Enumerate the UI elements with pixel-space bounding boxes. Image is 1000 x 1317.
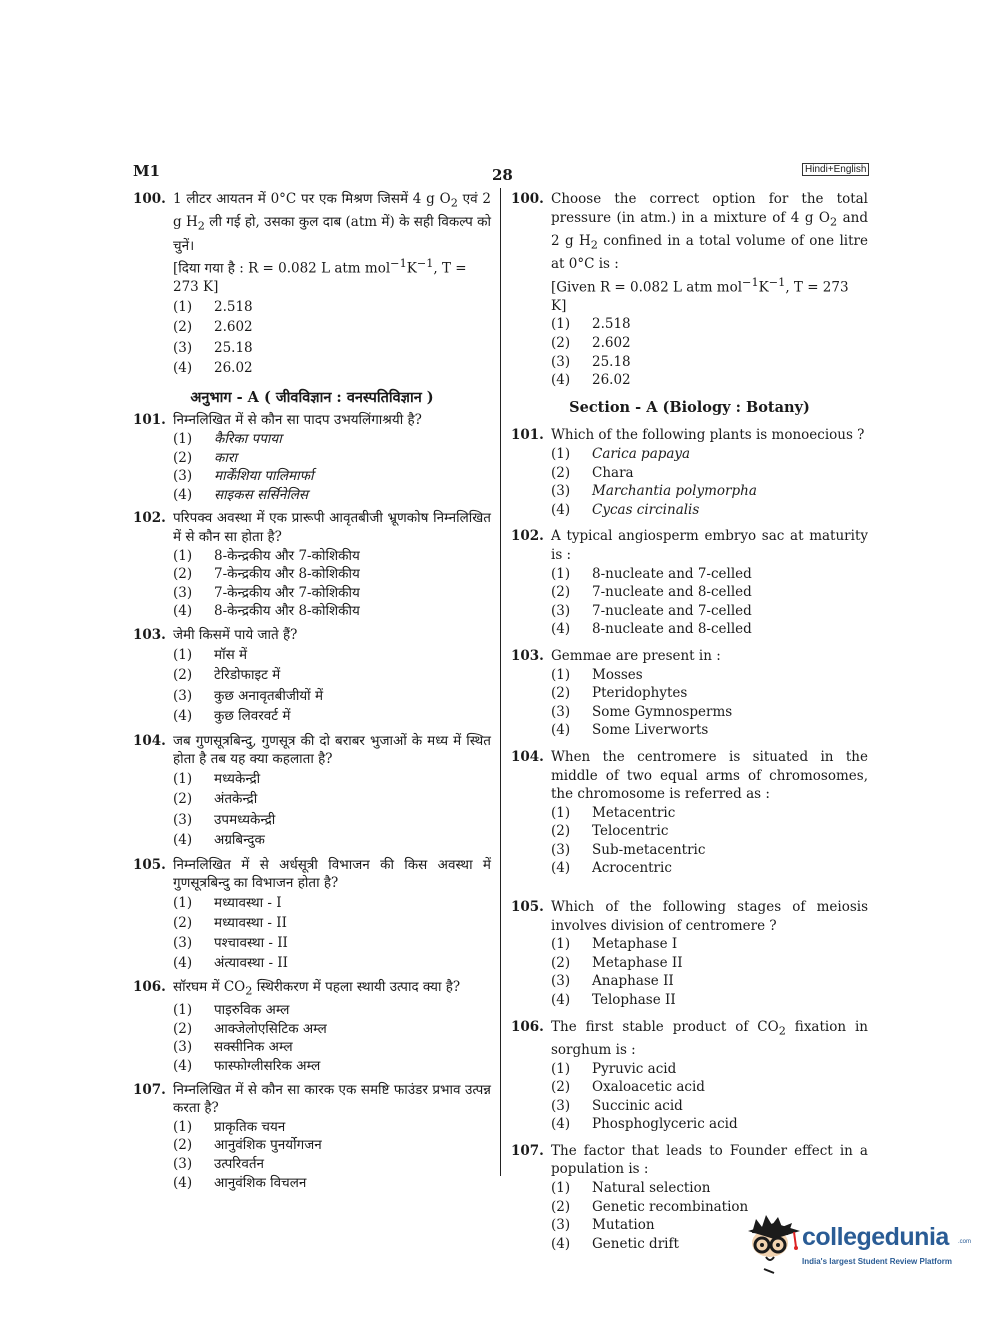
- option-label: (3): [551, 1217, 571, 1234]
- question-101-hi: [133, 411, 491, 504]
- option-3: [551, 353, 868, 372]
- option-1: [173, 893, 491, 913]
- option-text: मध्यावस्था - II: [214, 914, 287, 931]
- question-text: परिपक्व अवस्था में एक प्रारूपी आवृतबीजी भ्रूणकोष निम्नलिखित में से कौन सा होता है?: [173, 510, 491, 545]
- option-text: टेरिडोफाइट में: [214, 667, 281, 684]
- option-label: (1): [551, 316, 571, 333]
- logo-tagline: India's largest Student Review Platform: [802, 1257, 952, 1266]
- option-label: (1): [551, 936, 571, 953]
- option-2: [173, 913, 491, 933]
- given-note: [Given R = 0.082 L atm $mol^{-1}K^{-1}$, T = 273 K]: [551, 275, 849, 314]
- question-106-hi: [133, 978, 491, 1076]
- option-label: (4): [173, 1174, 193, 1191]
- option-label: (2): [173, 914, 193, 931]
- options-list: [173, 769, 491, 851]
- question-number: 107.: [133, 1081, 166, 1098]
- question-number: 101.: [511, 427, 544, 444]
- question-100-hi: [133, 190, 491, 379]
- question-text: जेमी किसमें पाये जाते हैं?: [173, 626, 298, 643]
- option-4: [173, 706, 491, 727]
- option-2: [173, 665, 491, 686]
- option-label: (4): [551, 992, 571, 1009]
- question-100-en: [511, 190, 868, 390]
- options-list: [173, 645, 491, 727]
- question-number: 102.: [133, 510, 166, 527]
- option-4: [173, 358, 491, 379]
- option-label: (4): [551, 722, 571, 739]
- option-text: Chara: [592, 464, 634, 481]
- option-label: (2): [551, 823, 571, 840]
- option-3: [173, 810, 491, 831]
- option-label: (3): [173, 934, 193, 951]
- question-text: निम्नलिखित में से कौन सा कारक एक समष्टि फाउंडर प्रभाव उत्पन्न करता है?: [173, 1081, 491, 1117]
- option-1: [551, 315, 868, 334]
- option-text: Sub-metacentric: [592, 841, 706, 858]
- question-text: सॉरघम में $CO_2$ स्थिरीकरण में पहला स्थायी उत्पाद क्या है?: [173, 978, 461, 998]
- option-label: (3): [173, 468, 193, 485]
- option-label: (3): [173, 811, 193, 828]
- option-text: 2.518: [592, 316, 631, 333]
- question-number: 105.: [511, 899, 544, 916]
- language-badge: Hindi+English: [802, 163, 869, 176]
- option-2: [551, 954, 868, 973]
- option-text: कुछ अनावृतबीजीयों में: [214, 687, 324, 704]
- option-label: (2): [551, 464, 571, 481]
- option-label: (2): [551, 584, 571, 601]
- option-2: [551, 684, 868, 703]
- option-text: Genetic drift: [592, 1235, 679, 1252]
- option-text: 8-nucleate and 8-celled: [592, 621, 752, 638]
- option-1: [173, 547, 491, 566]
- question-102-en: [511, 527, 868, 639]
- option-1: [173, 1001, 491, 1020]
- option-label: (4): [551, 1116, 571, 1133]
- option-4: [551, 991, 868, 1010]
- question-101-en: [511, 426, 868, 519]
- option-label: (1): [551, 666, 571, 683]
- option-2: [551, 822, 868, 841]
- options-list: [551, 565, 868, 639]
- option-text: साइकस सर्सिनेलिस: [214, 486, 309, 503]
- question-text: निम्नलिखित में से अर्धसूत्री विभाजन की किस अवस्था में गुणसूत्रबिन्दु का विभाजन होता है?: [173, 856, 491, 892]
- option-3: [551, 703, 868, 722]
- option-label: (3): [551, 353, 571, 370]
- question-text: Which of the following stages of meiosis involves division of centromere ?: [551, 899, 868, 934]
- option-label: (4): [551, 372, 571, 389]
- option-label: (4): [551, 860, 571, 877]
- option-1: [173, 645, 491, 666]
- option-text: Carica papaya: [592, 446, 691, 462]
- option-1: [173, 430, 491, 449]
- option-4: [551, 371, 868, 390]
- collegedunia-logo[interactable]: [744, 1213, 972, 1283]
- option-text: Cycas circinalis: [592, 501, 700, 518]
- option-text: Genetic recombination: [592, 1198, 749, 1215]
- question-103-en: [511, 647, 868, 740]
- option-3: [173, 1038, 491, 1057]
- option-3: [551, 482, 868, 501]
- question-number: 107.: [511, 1142, 544, 1159]
- options-list: [551, 445, 868, 519]
- option-text: आनुवंशिक विचलन: [214, 1174, 307, 1191]
- option-text: Telocentric: [592, 823, 669, 840]
- option-2: [173, 565, 491, 584]
- option-label: (1): [173, 1118, 193, 1135]
- option-label: (3): [551, 841, 571, 858]
- option-text: 25.18: [214, 339, 253, 356]
- option-3: [173, 338, 491, 359]
- option-text: Marchantia polymorpha: [592, 483, 757, 500]
- option-2: [173, 1136, 491, 1155]
- question-text: Gemmae are present in :: [551, 647, 721, 664]
- option-label: (3): [173, 339, 193, 356]
- question-102-hi: [133, 509, 491, 621]
- option-4: [173, 1174, 491, 1193]
- question-number: 106.: [133, 978, 166, 995]
- option-label: (2): [551, 1198, 571, 1215]
- section-heading: Section - A (Biology : Botany): [569, 398, 810, 416]
- option-text: Mosses: [592, 666, 643, 683]
- question-text: जब गुणसूत्रबिन्दु, गुणसूत्र की दो बराबर भुजाओं के मध्य में स्थित होता है तब यह क्या कहलाता है?: [173, 732, 491, 768]
- option-4: [173, 486, 491, 505]
- option-text: उपमध्यकेन्द्री: [214, 811, 276, 828]
- option-text: 8-केन्द्रकीय और 8-कोशिकीय: [214, 603, 360, 620]
- option-text: Mutation: [592, 1217, 655, 1234]
- option-label: (1): [551, 565, 571, 582]
- option-text: Metaphase I: [592, 936, 678, 953]
- option-text: अंत्यावस्था - II: [214, 954, 288, 971]
- option-label: (2): [173, 791, 193, 808]
- option-1: [551, 804, 868, 823]
- option-text: प्राकृतिक चयन: [214, 1118, 286, 1135]
- option-text: कैरिका पपाया: [214, 431, 282, 448]
- option-label: (2): [173, 449, 193, 466]
- option-1: [173, 769, 491, 790]
- option-label: (1): [551, 446, 571, 462]
- option-text: मार्केंशिया पालिमार्फा: [214, 468, 314, 485]
- option-2: [173, 317, 491, 338]
- options-list: [173, 1001, 491, 1075]
- question-number: 104.: [133, 732, 166, 749]
- mascot-icon: [744, 1213, 802, 1279]
- option-text: Pteridophytes: [592, 685, 688, 702]
- option-4: [173, 830, 491, 851]
- option-3: [173, 1155, 491, 1174]
- option-1: [551, 565, 868, 584]
- option-label: (2): [173, 566, 193, 583]
- option-4: [173, 1057, 491, 1076]
- option-3: [551, 841, 868, 860]
- option-label: (2): [173, 1137, 193, 1154]
- option-label: (3): [551, 1097, 571, 1114]
- option-label: (2): [551, 335, 571, 352]
- option-label: (3): [551, 483, 571, 500]
- option-label: (3): [551, 973, 571, 990]
- question-number: 101.: [133, 412, 166, 429]
- question-number: 103.: [133, 626, 166, 643]
- option-text: Succinic acid: [592, 1097, 683, 1114]
- option-label: (4): [173, 954, 193, 971]
- option-label: (1): [173, 894, 193, 911]
- option-label: (4): [551, 1235, 571, 1252]
- option-4: [551, 721, 868, 740]
- option-text: Anaphase II: [592, 973, 674, 990]
- question-number: 105.: [133, 856, 166, 873]
- given-note: [दिया गया है : R = 0.082 L atm $mol^{-1}K^{-1}$, T = 273 K]: [173, 257, 467, 296]
- option-3: [551, 602, 868, 621]
- option-1: [173, 1118, 491, 1137]
- question-107-hi: [133, 1081, 491, 1193]
- option-label: (1): [551, 804, 571, 821]
- option-label: (4): [173, 603, 193, 620]
- section-heading: अनुभाग - A ( जीवविज्ञान : वनस्पतिविज्ञान ): [190, 388, 434, 406]
- option-text: 8-nucleate and 7-celled: [592, 565, 752, 582]
- option-label: (1): [173, 547, 193, 564]
- option-text: Pyruvic acid: [592, 1060, 677, 1077]
- options-list: [551, 666, 868, 740]
- option-1: [551, 1060, 868, 1079]
- logo-wordmark: collegedunia: [802, 1223, 949, 1251]
- option-text: Some Gymnosperms: [592, 703, 733, 720]
- option-label: (2): [173, 667, 193, 684]
- question-105-en: [511, 898, 868, 1010]
- option-text: Metacentric: [592, 804, 676, 821]
- option-3: [173, 584, 491, 603]
- option-label: (2): [551, 1079, 571, 1096]
- option-text: मध्यकेन्द्री: [214, 770, 261, 787]
- option-text: पाइरुविक अम्ल: [214, 1002, 290, 1019]
- question-104-en: [511, 748, 868, 878]
- option-text: 2.518: [214, 298, 253, 315]
- option-label: (4): [173, 708, 193, 725]
- option-3: [551, 972, 868, 991]
- option-text: कुछ लिवरवर्ट में: [214, 708, 291, 725]
- question-text: The first stable product of $CO_2$ fixation in sorghum is :: [551, 1018, 869, 1058]
- option-label: (1): [173, 1002, 193, 1019]
- option-3: [551, 1097, 868, 1116]
- option-1: [551, 666, 868, 685]
- option-1: [173, 297, 491, 318]
- options-list: [551, 315, 868, 389]
- option-text: Acrocentric: [592, 860, 672, 877]
- option-label: (3): [173, 687, 193, 704]
- question-number: 100.: [511, 191, 544, 207]
- question-106-en: [511, 1018, 868, 1134]
- options-list: [173, 1118, 491, 1192]
- option-text: 2.602: [592, 335, 631, 352]
- option-text: 7-nucleate and 8-celled: [592, 584, 752, 601]
- option-text: 7-केन्द्रकीय और 7-कोशिकीय: [214, 584, 360, 601]
- option-label: (3): [551, 602, 571, 619]
- option-label: (1): [551, 1060, 571, 1077]
- option-text: आक्जेलोएसिटिक अम्ल: [214, 1020, 327, 1037]
- option-2: [551, 334, 868, 353]
- option-text: 8-केन्द्रकीय और 7-कोशिकीय: [214, 547, 360, 564]
- option-text: Telophase II: [592, 992, 676, 1009]
- question-text: Which of the following plants is monoecious ?: [551, 427, 865, 444]
- options-list: [173, 297, 491, 379]
- option-1: [551, 445, 868, 464]
- option-text: अग्रबिन्दुक: [214, 832, 265, 849]
- option-text: अंतकेन्द्री: [214, 791, 258, 808]
- option-label: (4): [551, 621, 571, 638]
- option-4: [551, 1115, 868, 1134]
- option-text: Phosphoglyceric acid: [592, 1116, 738, 1133]
- question-number: 103.: [511, 647, 544, 664]
- option-label: (2): [551, 685, 571, 702]
- options-list: [551, 804, 868, 878]
- option-text: फास्फोग्लीसरिक अम्ल: [214, 1058, 321, 1074]
- option-3: [173, 933, 491, 953]
- option-text: 26.02: [592, 372, 631, 389]
- option-text: मॉस में: [214, 646, 248, 663]
- options-list: [551, 935, 868, 1009]
- option-label: (1): [551, 1180, 571, 1197]
- option-text: 26.02: [214, 360, 253, 377]
- english-column: [511, 190, 868, 1258]
- option-text: 7-केन्द्रकीय और 8-कोशिकीय: [214, 566, 360, 583]
- option-label: (1): [173, 770, 193, 787]
- option-text: उत्परिवर्तन: [214, 1155, 265, 1172]
- option-4: [551, 859, 868, 878]
- question-text: When the centromere is situated in the middle of two equal arms of chromosomes, the chromosome is referred as :: [551, 748, 868, 803]
- question-number: 104.: [511, 748, 544, 765]
- option-4: [173, 953, 491, 973]
- option-label: (1): [173, 298, 193, 315]
- option-text: Metaphase II: [592, 954, 683, 971]
- option-label: (3): [173, 1039, 193, 1056]
- question-text: 1 लीटर आयतन में 0°C पर एक मिश्रण जिसमें 4 g $O_2$ एवं 2 g $H_2$ ली गई हो, उसका कुल दाब (atm में) के सही विकल्प को चुनें।: [173, 191, 491, 254]
- logo-suffix: .com: [958, 1239, 972, 1245]
- option-text: 7-nucleate and 7-celled: [592, 602, 752, 619]
- option-2: [551, 1078, 868, 1097]
- option-3: [173, 467, 491, 486]
- paper-code: M1: [133, 162, 161, 180]
- question-number: 102.: [511, 528, 544, 545]
- option-label: (1): [173, 431, 193, 448]
- options-list: [173, 893, 491, 973]
- option-label: (4): [173, 832, 193, 849]
- question-103-hi: [133, 626, 491, 727]
- option-label: (4): [173, 360, 193, 377]
- option-4: [551, 620, 868, 639]
- option-2: [173, 789, 491, 810]
- option-text: 25.18: [592, 353, 631, 370]
- options-list: [551, 1060, 868, 1134]
- option-3: [173, 686, 491, 707]
- option-text: Natural selection: [592, 1180, 711, 1197]
- option-text: Oxaloacetic acid: [592, 1079, 705, 1096]
- question-text: The factor that leads to Founder effect in a population is :: [551, 1142, 868, 1178]
- option-label: (3): [173, 584, 193, 601]
- option-2: [551, 464, 868, 483]
- option-label: (1): [173, 646, 193, 663]
- option-text: सक्सीनिक अम्ल: [214, 1039, 293, 1056]
- option-2: [173, 449, 491, 468]
- column-divider: [500, 188, 501, 1176]
- question-104-hi: [133, 732, 491, 851]
- option-2: [551, 583, 868, 602]
- question-number: 106.: [511, 1018, 544, 1035]
- question-text: निम्नलिखित में से कौन सा पादप उभयलिंगाश्रयी है?: [173, 412, 422, 429]
- question-text: Choose the correct option for the total pressure (in atm.) in a mixture of 4 g $O_2$ and 2 g $H_2$ confined in a total volume of one litre at 0°C is :: [551, 191, 868, 273]
- option-label: (3): [551, 703, 571, 720]
- hindi-column: [133, 190, 491, 1197]
- option-text: पश्चावस्था - II: [214, 934, 288, 951]
- option-4: [173, 602, 491, 621]
- option-4: [551, 501, 868, 520]
- option-label: (2): [173, 1020, 193, 1037]
- option-1: [551, 935, 868, 954]
- option-text: आनुवंशिक पुनर्योगजन: [214, 1137, 322, 1154]
- question-number: 100.: [133, 191, 166, 207]
- option-text: मध्यावस्था - I: [214, 894, 282, 911]
- question-105-hi: [133, 856, 491, 973]
- option-label: (4): [551, 501, 571, 518]
- option-text: 2.602: [214, 319, 253, 336]
- option-label: (2): [173, 319, 193, 336]
- option-2: [173, 1020, 491, 1039]
- option-label: (2): [551, 954, 571, 971]
- page-number: 28: [492, 166, 513, 184]
- option-text: Some Liverworts: [592, 722, 709, 739]
- options-list: [173, 430, 491, 504]
- option-label: (4): [173, 486, 193, 503]
- option-label: (3): [173, 1155, 193, 1172]
- option-label: (4): [173, 1058, 193, 1074]
- option-text: कारा: [214, 449, 237, 466]
- options-list: [173, 547, 491, 621]
- question-text: A typical angiosperm embryo sac at maturity is :: [551, 528, 868, 563]
- option-1: [551, 1179, 868, 1198]
